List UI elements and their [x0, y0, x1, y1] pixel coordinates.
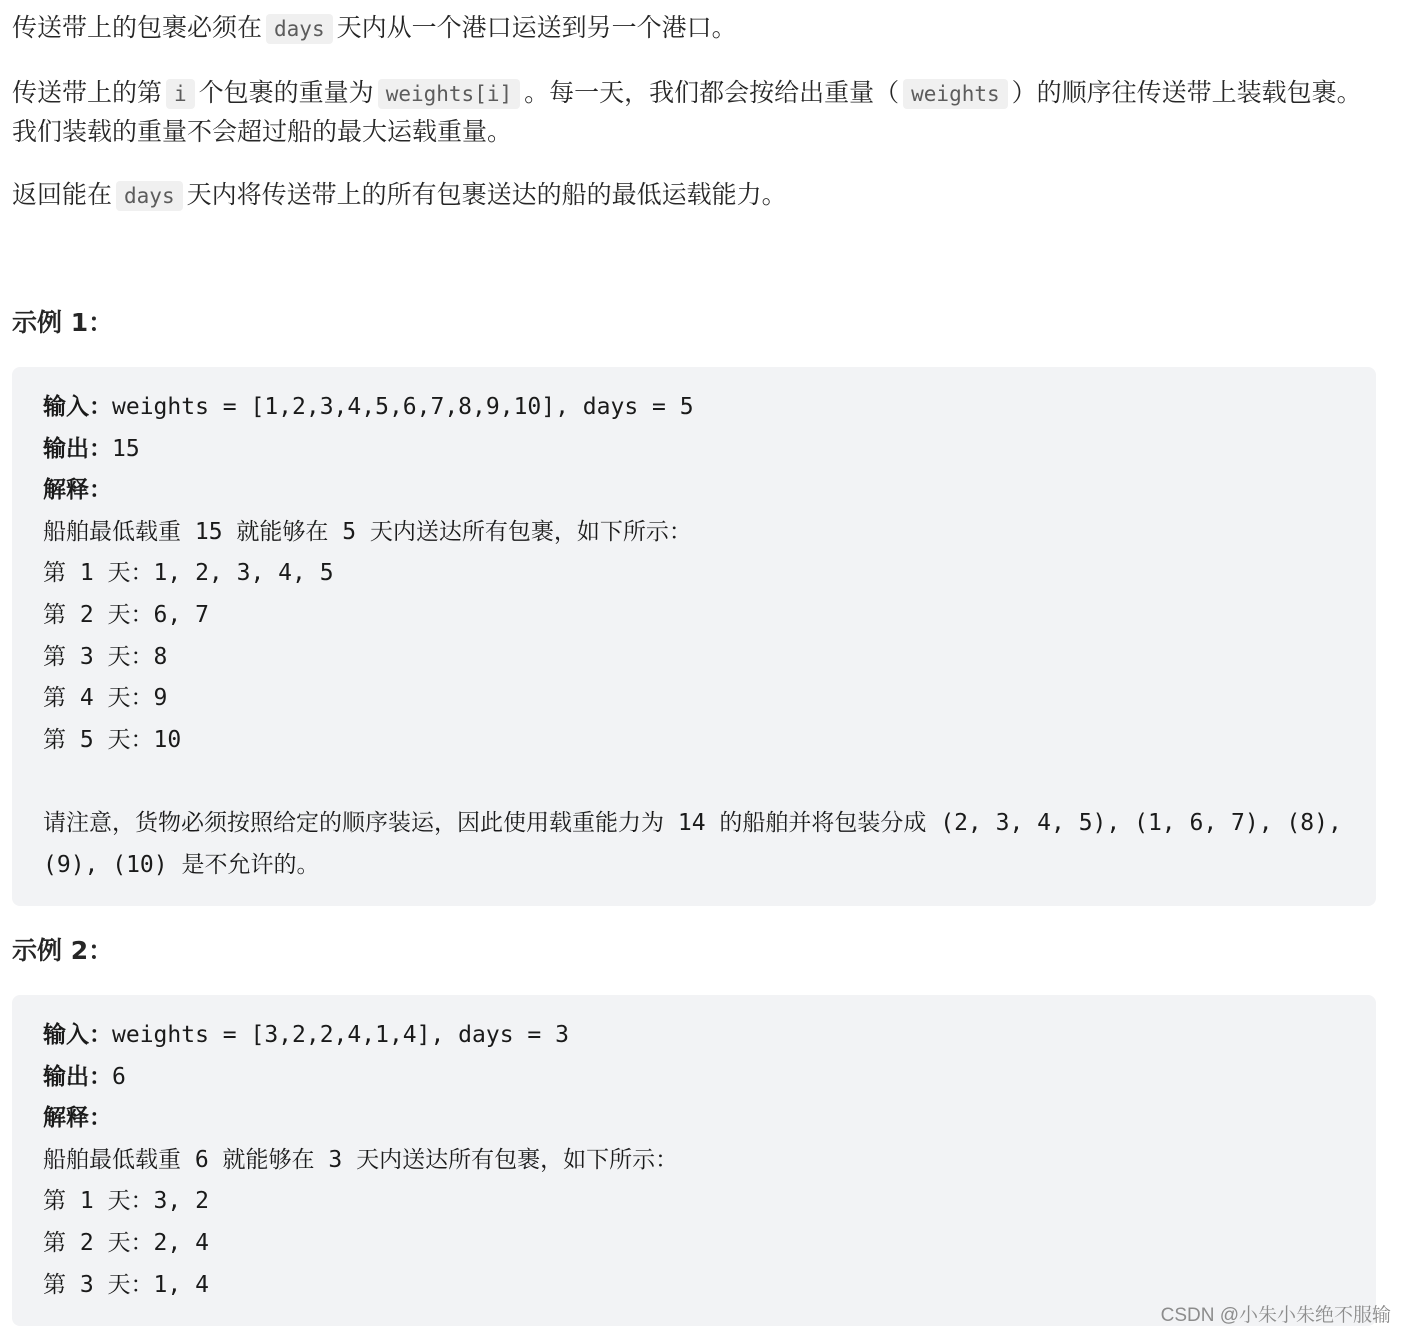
code-weights: weights [903, 79, 1008, 109]
p3-text-a: 返回能在 [12, 180, 113, 209]
example-2-explain-label [43, 1098, 1345, 1140]
code-i: i [166, 79, 195, 109]
example-1-note: 请注意，货物必须按照给定的顺序装运，因此使用载重能力为 14 的船舶并将包装分成 (2, 3, 4, 5), (1, 6, 7), (8), (9), (10) 是不允许的。 [43, 809, 1342, 878]
explain-line: 第 3 天：1, 4 [43, 1271, 209, 1298]
example-2-block [12, 995, 1376, 1326]
example-1-input [43, 387, 1345, 429]
code-weights-i: weights[i] [378, 79, 520, 109]
p2-text-c: 。每一天，我们都会按给出重量（ [524, 78, 900, 107]
explain-line: 船舶最低载重 6 就能够在 3 天内送达所有包裹，如下所示： [43, 1146, 679, 1173]
explain-line: 第 4 天：9 [43, 685, 168, 712]
input-value: weights = [1,2,3,4,5,6,7,8,9,10], days = 5 [112, 394, 694, 420]
example-2-heading: 示例 2： [12, 936, 114, 965]
input-value: weights = [3,2,2,4,1,4], days = 3 [112, 1022, 569, 1048]
explain-label: 解释： [43, 477, 112, 504]
input-label: 输入： [43, 1022, 112, 1048]
explain-line: 第 2 天：6, 7 [43, 601, 209, 628]
explain-line: 第 2 天：2, 4 [43, 1229, 209, 1256]
explain-line: 第 1 天：1, 2, 3, 4, 5 [43, 560, 334, 587]
output-value: 15 [112, 435, 140, 462]
example-1-heading: 示例 1： [12, 308, 114, 337]
example-1-block [12, 367, 1376, 906]
p1-text-b: 天内从一个港口运送到另一个港口。 [336, 13, 737, 42]
p2-text-a: 传送带上的第 [12, 78, 163, 107]
explain-line: 第 5 天：10 [43, 726, 182, 753]
p1-text-a: 传送带上的包裹必须在 [12, 13, 263, 42]
output-label: 输出： [43, 1063, 112, 1090]
example-1-explain-label [43, 470, 1345, 512]
p3-text-b: 天内将传送带上的所有包裹送达的船的最低运载能力。 [186, 180, 787, 209]
code-days: days [266, 14, 333, 44]
explain-line: 第 3 天：8 [43, 643, 168, 670]
spacer [43, 761, 1345, 803]
explain-line: 第 1 天：3, 2 [43, 1188, 209, 1215]
intro-paragraph-2 [12, 74, 1376, 151]
watermark: CSDN @小朱小朱绝不服输 [1160, 1305, 1391, 1326]
output-label: 输出： [43, 435, 112, 462]
example-2-input [43, 1015, 1345, 1057]
example-2-output [43, 1057, 1345, 1099]
explain-label: 解释： [43, 1105, 112, 1132]
explain-line: 船舶最低载重 15 就能够在 5 天内送达所有包裹，如下所示： [43, 518, 692, 545]
p2-text-d: ）的顺序往传送带上装载包裹。我们装载的重量不会超过船的最大运载重量。 [12, 78, 1362, 146]
intro-paragraph-1 [12, 9, 737, 48]
input-label: 输入： [43, 394, 112, 420]
output-value: 6 [112, 1063, 126, 1090]
example-1-output [43, 429, 1345, 471]
code-days-2: days [116, 181, 183, 211]
p2-text-b: 个包裹的重量为 [198, 78, 374, 107]
intro-paragraph-3 [12, 176, 787, 215]
